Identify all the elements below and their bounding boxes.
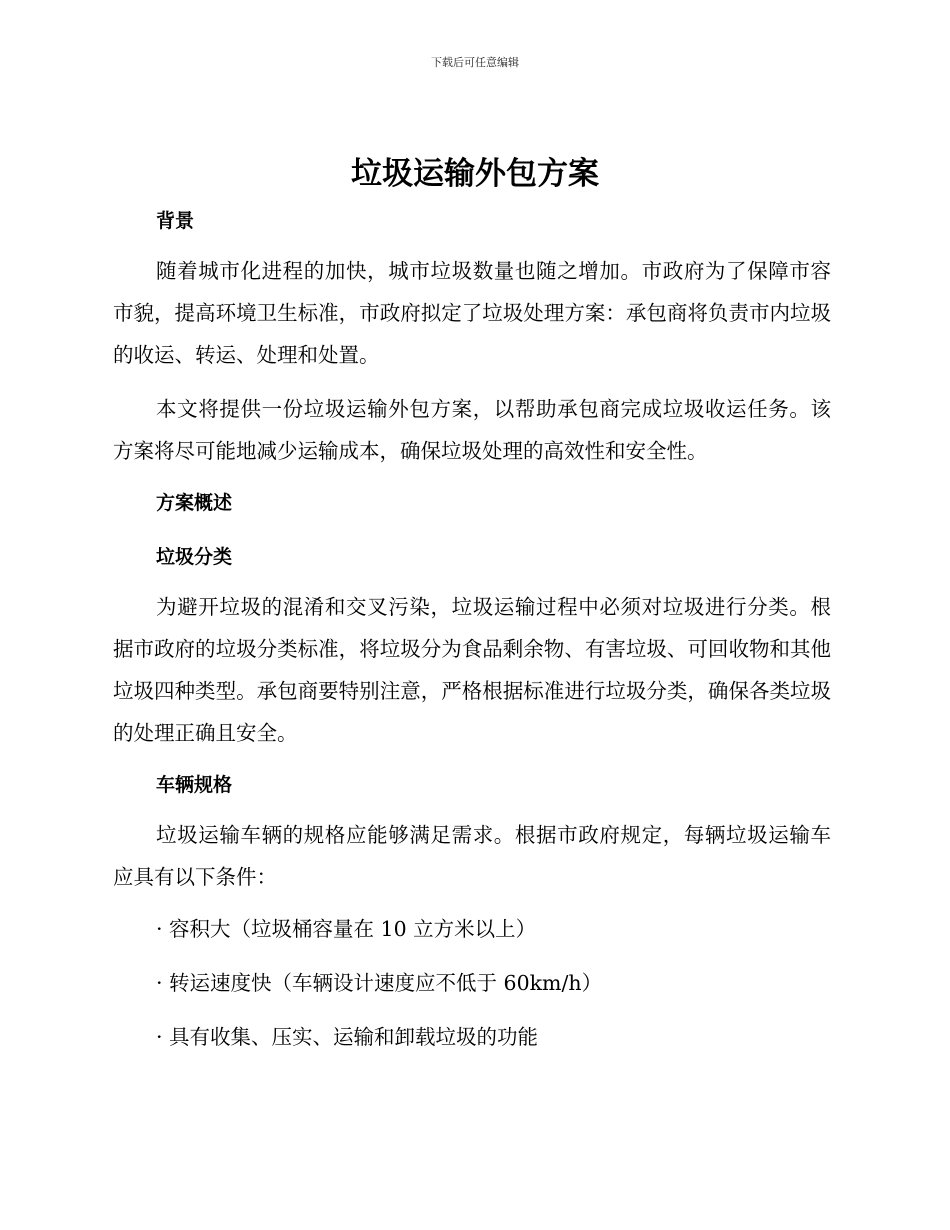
section-heading-overview: 方案概述 bbox=[156, 492, 233, 514]
section-heading-background: 背景 bbox=[156, 210, 195, 232]
list-item: · 转运速度快（车辆设计速度应不低于 60km/h） bbox=[156, 971, 603, 995]
list-item: · 容积大（垃圾桶容量在 10 立方米以上） bbox=[156, 917, 537, 941]
header-note: 下载后可任意编辑 bbox=[431, 56, 519, 69]
document-body bbox=[113, 204, 831, 1058]
page-title: 垃圾运输外包方案 bbox=[351, 156, 599, 192]
paragraph-sorting-1: 为避开垃圾的混淆和交叉污染，垃圾运输过程中必须对垃圾进行分类。根据市政府的垃圾分类标准，将垃圾分为食品剩余物、有害垃圾、可回收物和其他垃圾四种类型。承包商要特别注意，严格根据标准进行垃圾分类，确保各类垃圾的处理正确且安全。 bbox=[113, 595, 831, 745]
list-item: · 具有收集、压实、运输和卸载垃圾的功能 bbox=[156, 1025, 539, 1049]
paragraph-background-2: 本文将提供一份垃圾运输外包方案，以帮助承包商完成垃圾收运任务。该方案将尽可能地减少运输成本，确保垃圾处理的高效性和安全性。 bbox=[113, 397, 831, 463]
paragraph-background-1: 随着城市化进程的加快，城市垃圾数量也随之增加。市政府为了保障市容市貌，提高环境卫生标准，市政府拟定了垃圾处理方案：承包商将负责市内垃圾的收运、转运、处理和处置。 bbox=[113, 259, 831, 367]
section-heading-vehicle: 车辆规格 bbox=[156, 774, 233, 796]
section-heading-sorting: 垃圾分类 bbox=[156, 546, 233, 568]
paragraph-vehicle-1: 垃圾运输车辆的规格应能够满足需求。根据市政府规定，每辆垃圾运输车应具有以下条件： bbox=[113, 823, 831, 889]
